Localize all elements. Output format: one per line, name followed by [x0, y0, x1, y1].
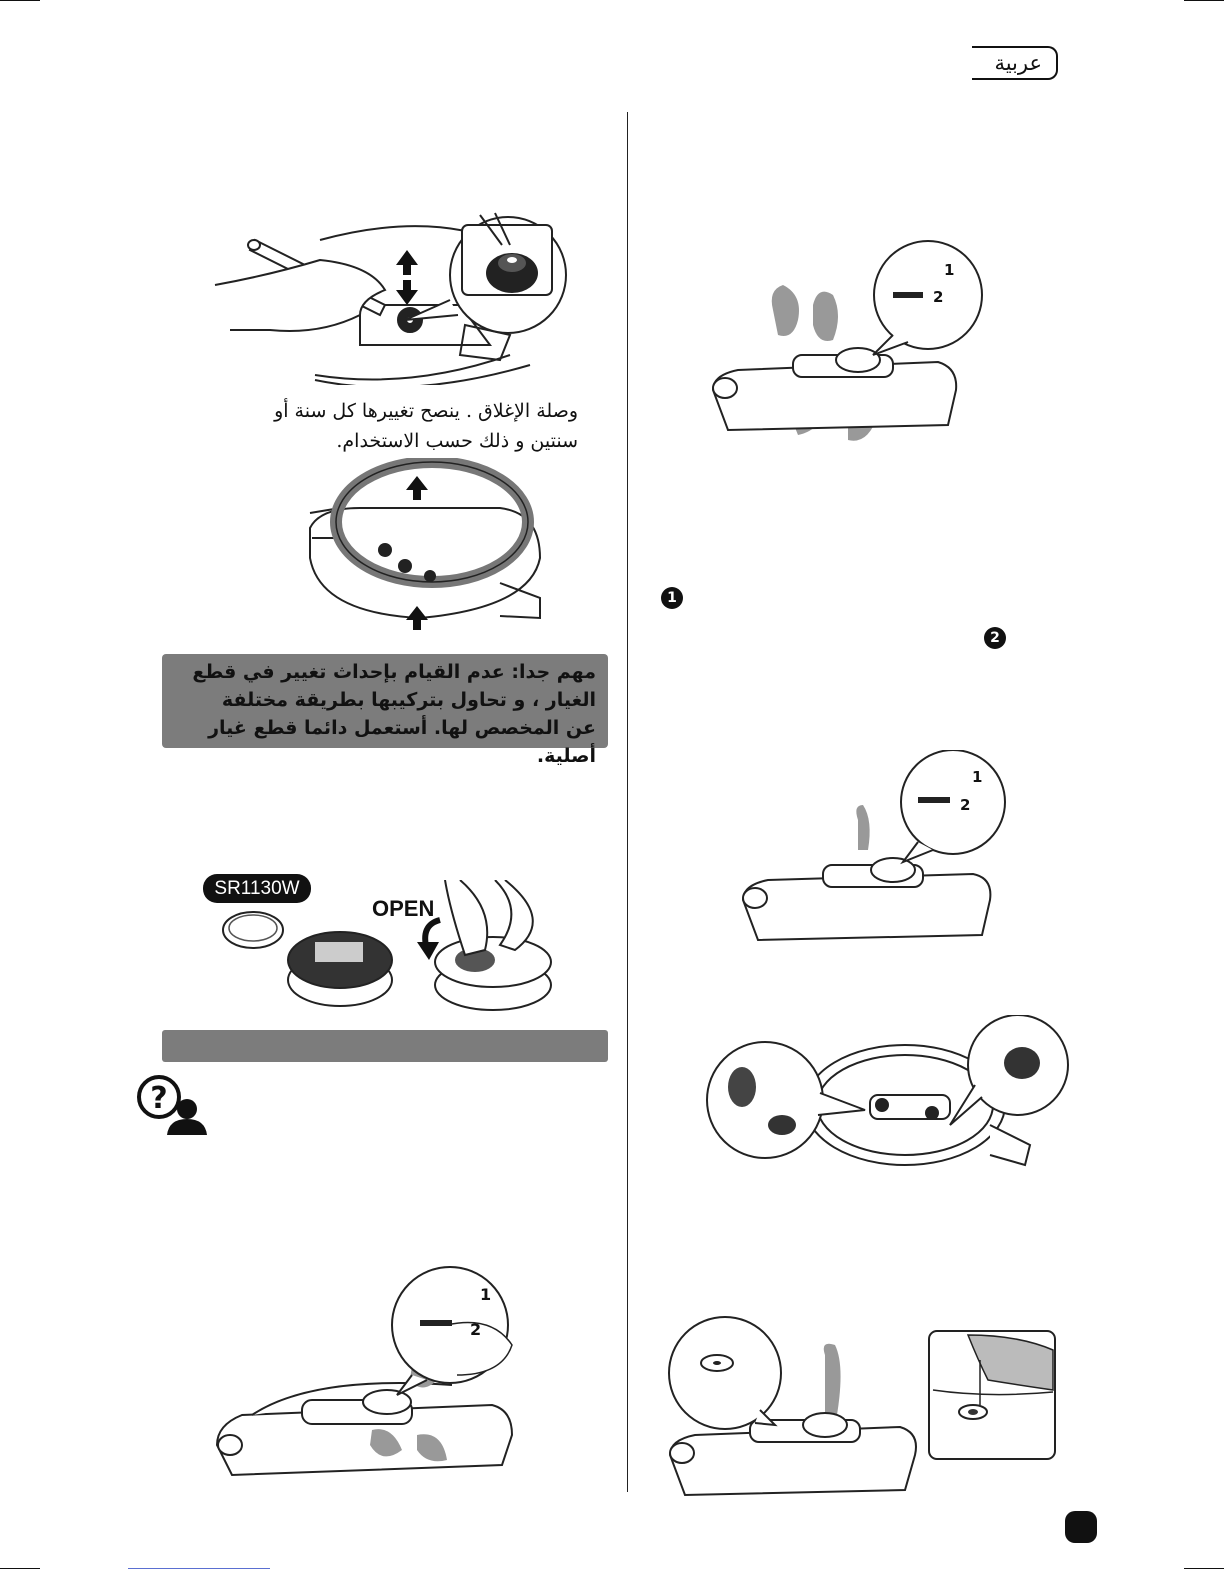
gray-note-bar — [162, 1030, 608, 1062]
page-number-box — [1065, 1511, 1097, 1543]
open-label: OPEN — [372, 896, 435, 921]
warning-line-1: مهم جدا: عدم القيام بإحداث تغيير في قطع — [192, 661, 596, 683]
crop-mark — [0, 0, 40, 1]
svg-text:1: 1 — [944, 261, 955, 279]
battery-model-label: SR1130W — [203, 874, 311, 903]
warning-line-2: الغيار ، و تحاول بتركيبها بطريقة مختلفة — [221, 689, 596, 711]
steam-release-illustration-1 — [708, 240, 983, 455]
steam-release-illustration-2 — [738, 750, 1013, 945]
step-badge-1: 1 — [661, 587, 683, 609]
crop-mark — [1184, 1568, 1224, 1569]
gasket-replacement-text — [200, 396, 578, 456]
battery-replacement-illustration — [215, 880, 565, 1020]
pressure-cooker-leaves-illustration — [212, 1265, 522, 1485]
gasket-text-line-1: وصلة الإغلاق . ينصح تغييرها كل سنة أو — [274, 400, 578, 422]
crop-mark — [0, 1568, 40, 1569]
cleaning-valve-illustration — [210, 205, 580, 385]
language-tab: عربية — [972, 46, 1058, 80]
svg-text:?: ? — [150, 1081, 168, 1116]
svg-text:2: 2 — [470, 1320, 482, 1339]
svg-text:2: 2 — [933, 288, 944, 306]
step-badge-2: 2 — [984, 627, 1006, 649]
svg-text:1: 1 — [972, 768, 983, 786]
important-note-box — [162, 654, 608, 767]
footer-link-underline — [128, 1568, 270, 1569]
column-divider — [627, 112, 628, 1492]
svg-text:2: 2 — [960, 796, 971, 814]
question-person-icon — [135, 1073, 215, 1139]
lid-valves-illustration — [700, 1015, 1075, 1170]
svg-text:1: 1 — [480, 1285, 492, 1304]
crop-mark — [1184, 0, 1224, 1]
gasket-text-line-2: سنتين و ذلك حسب الاستخدام. — [336, 430, 578, 452]
finger-press-inset — [928, 1330, 1056, 1460]
warning-line-3: عن المخصص لها. أستعمل دائما قطع غيار أصلية. — [208, 717, 596, 767]
gasket-removal-illustration — [300, 458, 550, 638]
pressure-valve-illustration — [665, 1315, 925, 1500]
